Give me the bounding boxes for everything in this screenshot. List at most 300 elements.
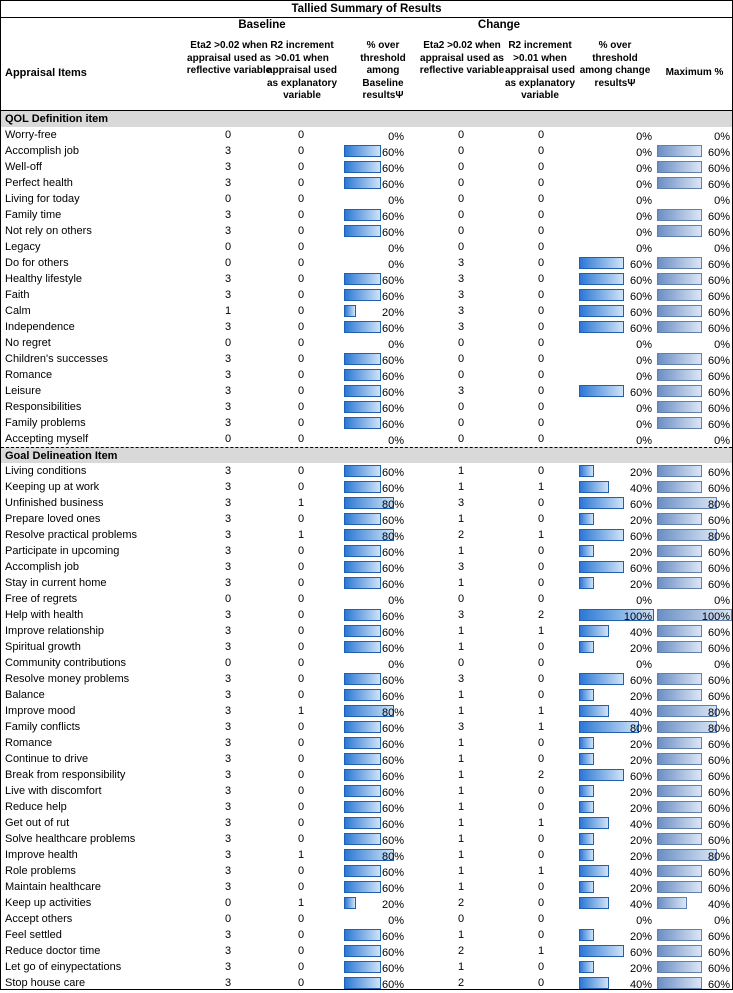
percent-value: 0% — [636, 403, 652, 415]
eta-change-value: 1 — [457, 769, 465, 781]
r2-baseline-value: 1 — [297, 497, 305, 509]
eta-baseline-value: 3 — [224, 481, 232, 493]
table-row — [1, 175, 732, 191]
pct-baseline-cell — [344, 161, 406, 173]
pct-baseline-cell — [344, 689, 406, 701]
pct-baseline-cell — [344, 385, 406, 397]
percent-value: 60% — [381, 563, 404, 575]
percent-value: 0% — [714, 915, 730, 927]
item-label: Well-off — [5, 161, 42, 173]
eta-change-value: 0 — [457, 417, 465, 429]
percent-bar — [657, 289, 702, 301]
eta-change-value: 3 — [457, 305, 465, 317]
percent-value: 60% — [381, 211, 404, 223]
percent-bar — [344, 961, 381, 973]
percent-value: 60% — [707, 579, 730, 591]
pct-change-cell — [579, 241, 654, 253]
maximum-cell — [657, 801, 732, 813]
r2-baseline-value: 0 — [297, 657, 305, 669]
percent-value: 20% — [381, 899, 404, 911]
r2-baseline-value: 1 — [297, 705, 305, 717]
percent-value: 60% — [707, 979, 730, 991]
r2-baseline-value: 0 — [297, 673, 305, 685]
percent-value: 0% — [714, 195, 730, 207]
percent-bar — [344, 177, 381, 189]
percent-value: 20% — [629, 579, 652, 591]
percent-value: 60% — [707, 371, 730, 383]
percent-bar — [579, 817, 609, 829]
eta-baseline-value: 3 — [224, 289, 232, 301]
table-row — [1, 287, 732, 303]
pct-baseline-cell — [344, 977, 406, 989]
pct-change-cell — [579, 417, 654, 429]
maximum-cell — [657, 657, 732, 669]
eta-change-value: 0 — [457, 241, 465, 253]
percent-value: 0% — [714, 339, 730, 351]
item-label: Accomplish job — [5, 145, 79, 157]
percent-bar — [344, 609, 381, 621]
percent-value: 40% — [629, 899, 652, 911]
pct-baseline-cell — [344, 961, 406, 973]
r2-baseline-value: 0 — [297, 369, 305, 381]
percent-bar — [657, 465, 702, 477]
percent-value: 0% — [636, 659, 652, 671]
percent-bar — [579, 769, 624, 781]
pct-baseline-cell — [344, 657, 406, 669]
item-label: Prepare loved ones — [5, 513, 101, 525]
pct-baseline-cell — [344, 833, 406, 845]
percent-bar — [657, 545, 702, 557]
eta-change-value: 1 — [457, 513, 465, 525]
item-label: Faith — [5, 289, 30, 301]
table-row — [1, 847, 732, 863]
maximum-cell — [657, 897, 732, 909]
percent-bar — [579, 305, 624, 317]
percent-value: 80% — [381, 707, 404, 719]
maximum-cell — [657, 273, 732, 285]
percent-value: 60% — [381, 579, 404, 591]
r2-change-value: 0 — [537, 833, 545, 845]
percent-value: 60% — [629, 307, 652, 319]
r2-change-value: 0 — [537, 193, 545, 205]
maximum-cell — [657, 145, 732, 157]
r2-change-value: 1 — [537, 625, 545, 637]
r2-change-value: 0 — [537, 881, 545, 893]
maximum-cell — [657, 545, 732, 557]
eta-change-value: 1 — [457, 689, 465, 701]
r2-change-value: 0 — [537, 577, 545, 589]
pct-change-cell — [579, 897, 654, 909]
percent-value: 60% — [381, 931, 404, 943]
r2-baseline-value: 0 — [297, 801, 305, 813]
eta-baseline-value: 3 — [224, 849, 232, 861]
pct-change-cell — [579, 881, 654, 893]
percent-value: 0% — [714, 243, 730, 255]
percent-value: 60% — [381, 979, 404, 991]
item-label: Get out of rut — [5, 817, 70, 829]
r2-baseline-value: 0 — [297, 881, 305, 893]
percent-bar — [657, 401, 702, 413]
maximum-cell — [657, 977, 732, 989]
eta-change-value: 1 — [457, 577, 465, 589]
pct-change-cell — [579, 961, 654, 973]
table-row — [1, 623, 732, 639]
r2-baseline-value: 0 — [297, 817, 305, 829]
table-row — [1, 223, 732, 239]
r2-change-value: 1 — [537, 705, 545, 717]
table-row — [1, 479, 732, 495]
percent-bar — [344, 321, 381, 333]
item-label: Family time — [5, 209, 62, 221]
percent-value: 20% — [629, 851, 652, 863]
pct-baseline-cell — [344, 401, 406, 413]
pct-baseline-cell — [344, 257, 406, 269]
r2-baseline-value: 0 — [297, 193, 305, 205]
table-row — [1, 463, 732, 479]
r2-change-value: 0 — [537, 305, 545, 317]
item-label: Improve mood — [5, 705, 76, 717]
percent-value: 40% — [629, 707, 652, 719]
percent-bar — [344, 641, 381, 653]
table-row — [1, 751, 732, 767]
percent-value: 80% — [707, 499, 730, 511]
percent-value: 80% — [707, 531, 730, 543]
table-row — [1, 575, 732, 591]
pct-baseline-cell — [344, 545, 406, 557]
percent-bar — [579, 945, 624, 957]
eta-baseline-value: 1 — [224, 305, 232, 317]
pct-change-cell — [579, 945, 654, 957]
item-label: Do for others — [5, 257, 69, 269]
r2-baseline-value: 0 — [297, 129, 305, 141]
maximum-cell — [657, 209, 732, 221]
eta-change-value: 2 — [457, 897, 465, 909]
r2-change-value: 0 — [537, 353, 545, 365]
percent-value: 100% — [623, 611, 652, 623]
pct-baseline-cell — [344, 945, 406, 957]
percent-value: 60% — [707, 483, 730, 495]
eta-baseline-value: 0 — [224, 657, 232, 669]
pct-baseline-cell — [344, 225, 406, 237]
eta-baseline-value: 0 — [224, 593, 232, 605]
eta-baseline-value: 3 — [224, 273, 232, 285]
eta-baseline-value: 3 — [224, 705, 232, 717]
eta-baseline-value: 3 — [224, 209, 232, 221]
maximum-cell — [657, 593, 732, 605]
pct-baseline-cell — [344, 513, 406, 525]
table-row — [1, 207, 732, 223]
percent-value: 60% — [381, 819, 404, 831]
percent-value: 0% — [636, 227, 652, 239]
eta-baseline-value: 3 — [224, 545, 232, 557]
table-row — [1, 335, 732, 351]
percent-value: 60% — [381, 179, 404, 191]
pct-change-cell — [579, 193, 654, 205]
eta-change-value: 1 — [457, 881, 465, 893]
r2-change-value: 0 — [537, 593, 545, 605]
percent-value: 60% — [381, 323, 404, 335]
percent-value: 60% — [707, 691, 730, 703]
pct-baseline-cell — [344, 145, 406, 157]
r2-baseline-value: 0 — [297, 433, 305, 445]
eta-change-value: 1 — [457, 961, 465, 973]
eta-change-value: 0 — [457, 401, 465, 413]
percent-bar — [579, 321, 624, 333]
eta-baseline-value: 3 — [224, 865, 232, 877]
pct-baseline-cell — [344, 529, 406, 541]
eta-baseline-value: 3 — [224, 833, 232, 845]
percent-value: 40% — [629, 627, 652, 639]
pct-change-cell — [579, 129, 654, 141]
percent-value: 60% — [629, 291, 652, 303]
pct-change-cell — [579, 321, 654, 333]
percent-bar — [579, 289, 624, 301]
r2-change-value: 0 — [537, 561, 545, 573]
header-appraisal-items: Appraisal Items — [5, 67, 87, 79]
r2-baseline-value: 1 — [297, 849, 305, 861]
r2-change-value: 1 — [537, 721, 545, 733]
item-label: Accepting myself — [5, 433, 89, 445]
table-row — [1, 383, 732, 399]
item-label: Unfinished business — [5, 497, 104, 509]
r2-baseline-value: 0 — [297, 513, 305, 525]
maximum-cell — [657, 513, 732, 525]
percent-bar — [344, 305, 356, 317]
pct-change-cell — [579, 753, 654, 765]
r2-baseline-value: 0 — [297, 945, 305, 957]
eta-baseline-value: 0 — [224, 241, 232, 253]
percent-value: 20% — [629, 691, 652, 703]
table-row — [1, 943, 732, 959]
percent-value: 60% — [381, 643, 404, 655]
percent-value: 60% — [707, 179, 730, 191]
item-label: Resolve money problems — [5, 673, 130, 685]
percent-bar — [579, 689, 594, 701]
pct-baseline-cell — [344, 417, 406, 429]
eta-change-value: 3 — [457, 673, 465, 685]
r2-change-value: 0 — [537, 673, 545, 685]
pct-baseline-cell — [344, 881, 406, 893]
percent-bar — [579, 929, 594, 941]
percent-bar — [344, 385, 381, 397]
pct-change-cell — [579, 433, 654, 445]
percent-value: 0% — [714, 659, 730, 671]
item-label: Let go of einypectations — [5, 961, 122, 973]
pct-baseline-cell — [344, 609, 406, 621]
r2-change-value: 2 — [537, 769, 545, 781]
eta-baseline-value: 3 — [224, 929, 232, 941]
percent-value: 40% — [629, 867, 652, 879]
r2-baseline-value: 1 — [297, 529, 305, 541]
percent-bar — [344, 481, 381, 493]
eta-baseline-value: 0 — [224, 433, 232, 445]
percent-value: 60% — [707, 787, 730, 799]
pct-baseline-cell — [344, 737, 406, 749]
pct-change-cell — [579, 929, 654, 941]
pct-baseline-cell — [344, 897, 406, 909]
eta-change-value: 0 — [457, 177, 465, 189]
percent-value: 0% — [388, 131, 404, 143]
eta-change-value: 2 — [457, 945, 465, 957]
item-label: Balance — [5, 689, 45, 701]
eta-change-value: 0 — [457, 657, 465, 669]
percent-bar — [657, 161, 702, 173]
percent-bar — [579, 529, 624, 541]
item-label: Romance — [5, 369, 53, 381]
table-row — [1, 495, 732, 511]
eta-baseline-value: 0 — [224, 337, 232, 349]
percent-bar — [344, 401, 381, 413]
r2-change-value: 1 — [537, 865, 545, 877]
table-row — [1, 879, 732, 895]
maximum-cell — [657, 881, 732, 893]
item-label: Free of regrets — [5, 593, 78, 605]
eta-change-value: 1 — [457, 865, 465, 877]
r2-change-value: 0 — [537, 161, 545, 173]
pct-baseline-cell — [344, 321, 406, 333]
percent-value: 60% — [707, 323, 730, 335]
r2-baseline-value: 0 — [297, 337, 305, 349]
pct-baseline-cell — [344, 673, 406, 685]
percent-value: 60% — [707, 755, 730, 767]
pct-change-cell — [579, 145, 654, 157]
table-row — [1, 959, 732, 975]
percent-bar — [344, 753, 381, 765]
percent-value: 0% — [714, 595, 730, 607]
percent-value: 60% — [381, 467, 404, 479]
percent-bar — [579, 849, 594, 861]
pct-change-cell — [579, 721, 654, 733]
r2-change-value: 0 — [537, 257, 545, 269]
r2-change-value: 0 — [537, 385, 545, 397]
percent-bar — [657, 513, 702, 525]
r2-change-value: 0 — [537, 641, 545, 653]
eta-change-value: 0 — [457, 225, 465, 237]
maximum-cell — [657, 177, 732, 189]
percent-value: 60% — [707, 947, 730, 959]
maximum-cell — [657, 353, 732, 365]
pct-change-cell — [579, 561, 654, 573]
eta-baseline-value: 0 — [224, 257, 232, 269]
maximum-cell — [657, 785, 732, 797]
percent-value: 100% — [701, 611, 730, 623]
eta-baseline-value: 3 — [224, 385, 232, 397]
section-header: Goal Delineation Item — [1, 447, 732, 463]
r2-baseline-value: 0 — [297, 737, 305, 749]
r2-change-value: 0 — [537, 977, 545, 989]
percent-value: 60% — [381, 675, 404, 687]
percent-value: 60% — [629, 947, 652, 959]
r2-change-value: 0 — [537, 289, 545, 301]
percent-value: 20% — [629, 883, 652, 895]
percent-value: 60% — [707, 675, 730, 687]
table-row — [1, 767, 732, 783]
pct-change-cell — [579, 785, 654, 797]
pct-change-cell — [579, 577, 654, 589]
maximum-cell — [657, 929, 732, 941]
percent-value: 80% — [707, 851, 730, 863]
percent-bar — [657, 785, 702, 797]
percent-value: 60% — [381, 547, 404, 559]
pct-change-cell — [579, 673, 654, 685]
item-label: Accomplish job — [5, 561, 79, 573]
percent-bar — [579, 865, 609, 877]
eta-change-value: 1 — [457, 785, 465, 797]
r2-change-value: 0 — [537, 321, 545, 333]
percent-value: 60% — [381, 787, 404, 799]
pct-change-cell — [579, 833, 654, 845]
maximum-cell — [657, 961, 732, 973]
percent-value: 60% — [707, 547, 730, 559]
percent-bar — [344, 673, 381, 685]
maximum-cell — [657, 721, 732, 733]
eta-change-value: 0 — [457, 353, 465, 365]
r2-baseline-value: 0 — [297, 785, 305, 797]
pct-baseline-cell — [344, 561, 406, 573]
r2-baseline-value: 0 — [297, 161, 305, 173]
percent-bar — [657, 257, 702, 269]
eta-change-value: 3 — [457, 273, 465, 285]
percent-value: 60% — [707, 931, 730, 943]
eta-change-value: 1 — [457, 801, 465, 813]
item-label: Keep up activities — [5, 897, 92, 909]
percent-bar — [657, 561, 702, 573]
item-label: Live with discomfort — [5, 785, 102, 797]
percent-value: 0% — [636, 131, 652, 143]
eta-change-value: 0 — [457, 209, 465, 221]
percent-value: 0% — [388, 243, 404, 255]
percent-value: 60% — [381, 419, 404, 431]
percent-bar — [344, 561, 381, 573]
eta-baseline-value: 0 — [224, 193, 232, 205]
eta-change-value: 1 — [457, 545, 465, 557]
percent-value: 0% — [636, 435, 652, 447]
percent-bar — [579, 961, 594, 973]
percent-value: 60% — [629, 387, 652, 399]
item-label: Perfect health — [5, 177, 73, 189]
maximum-cell — [657, 385, 732, 397]
percent-bar — [344, 929, 381, 941]
eta-change-value: 1 — [457, 481, 465, 493]
pct-change-cell — [579, 305, 654, 317]
percent-value: 60% — [707, 275, 730, 287]
table-row — [1, 543, 732, 559]
maximum-cell — [657, 641, 732, 653]
item-label: Solve healthcare problems — [5, 833, 136, 845]
item-label: Continue to drive — [5, 753, 89, 765]
table-row — [1, 831, 732, 847]
item-label: Help with health — [5, 609, 84, 621]
pct-change-cell — [579, 657, 654, 669]
item-label: Independence — [5, 321, 75, 333]
percent-bar — [657, 833, 702, 845]
item-label: Role problems — [5, 865, 76, 877]
eta-baseline-value: 3 — [224, 961, 232, 973]
table-row — [1, 895, 732, 911]
percent-value: 60% — [707, 771, 730, 783]
r2-baseline-value: 0 — [297, 833, 305, 845]
pct-baseline-cell — [344, 465, 406, 477]
percent-bar — [579, 801, 594, 813]
percent-value: 0% — [388, 915, 404, 927]
percent-value: 60% — [381, 691, 404, 703]
percent-bar — [657, 577, 702, 589]
eta-baseline-value: 3 — [224, 353, 232, 365]
percent-value: 80% — [707, 723, 730, 735]
table-row — [1, 143, 732, 159]
eta-baseline-value: 3 — [224, 737, 232, 749]
table-row — [1, 687, 732, 703]
